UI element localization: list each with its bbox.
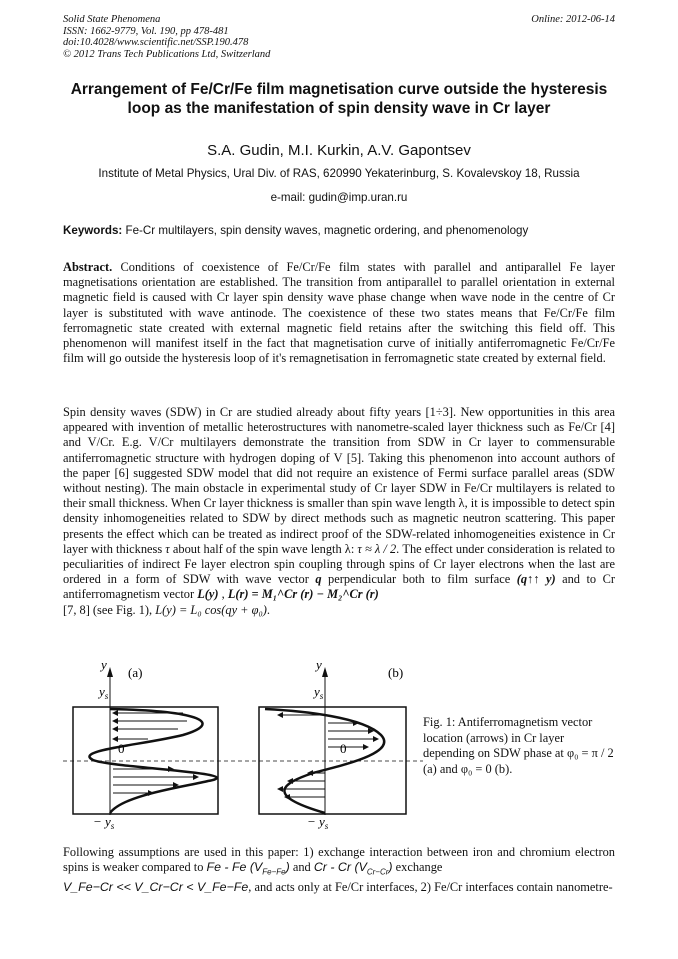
minus-ys-label: − $y_s$ [93, 814, 115, 831]
body-paragraph-sdw [63, 405, 615, 618]
panel-b [259, 657, 406, 831]
body-text: and to Cr antiferromagnetism vector [63, 572, 615, 602]
issn-line: ISSN: 1662-9779, Vol. 190, pp 478-481 [63, 25, 229, 37]
abstract-label: Abstract. [63, 260, 113, 274]
doi-line: doi:10.4028/www.scientific.net/SSP.190.478 [63, 37, 249, 48]
panel-a [73, 657, 218, 831]
email: e-mail: gudin@imp.uran.ru [270, 191, 408, 204]
online-date: Online: 2012-06-14 [531, 14, 615, 25]
ys-label: $y_s$ [314, 684, 324, 701]
math-q: q [315, 572, 322, 587]
figure-caption: Fig. 1: Antiferromagnetism vector location (arrows) in Cr layer depending on SDW phase at φ₀ = π / 2 (a) and φ₀ = 0 (b). [423, 715, 614, 776]
panel-b-label: (b) [388, 665, 404, 680]
math-L-eq: L(y) = L₀ cos(qy + φ₀) [155, 602, 267, 617]
math-cr-cr: Cr - Cr $(V_{Cr-Cr})$ [313, 860, 393, 877]
body-text: Spin density waves (SDW) in Cr are studied already about fifty years [1÷3]. New opportunities in this area appeared with invention of metallic heterostructures with nanometre-scaled layer thickness such as Fe/Cr [4] and V/Cr. E.g. V/Cr multilayers demonstrate the transition from SDW in Cr layer to commensurable antiferromagnetic structure with hydrogen doping of V [5]. Taking this phenomenon into account authors of the paper [6] suggested SDW model that did not require an existence of Fermi surface parallel areas (SDW without nesting). The main obstacle in experimental study of Cr layer SDW in Fe/Cr multilayers is related to their small thickness. When Cr layer thickness is smaller than spin wave length λ, it is impossible to detect spin density inhomogeneities related to SDW by direct methods such as magnetic neutron scattering. This paper presents the effect which can be treated as indirect proof of the SDW-related inhomogeneities existence in Cr layer with thickness [63, 405, 615, 556]
math-tau-eq: τ ≈ λ / 2 [357, 541, 397, 556]
body-paragraph-assumptions [63, 845, 615, 895]
body-text: , and acts only at Fe/Cr interfaces, 2) Fe/Cr interfaces contain nanometre- [248, 879, 613, 894]
abstract-text: Conditions of coexistence of Fe/Cr/Fe film states with parallel and antiparallel Fe layer magnetisations orientation are established. The transition from antiparallel to parallel orientation in external magnetic field is caused with Cr layer spin density wave phase change when wave node in the centre of Cr layer is substituted with wave antinode. The coexistence of these two states means that Fe/Cr/Fe film ferromagnetic state created with external magnetic field retains after the switching this field off. This phenomenon will manifest itself in the fact that magnetisation curve of initially antiferromagnetic Fe/Cr/Fe film will go outside the hysteresis loop of it's remagnetisation in ferromagnetic state created by external field. [63, 260, 615, 366]
body-text: about half of the spin wave length λ: [172, 541, 358, 556]
authors: S.A. Gudin, M.I. Kurkin, A.V. Gapontsev [207, 142, 471, 159]
body-text: perpendicular both to film surface [321, 572, 517, 587]
math-L-r: L(r) = M₁^Cr (r) − M₂^Cr (r) [227, 587, 379, 602]
minus-ys-label: − $y_s$ [307, 814, 329, 831]
body-text: . The effect under consideration is related to peculiarities of indirect Fe layer electron spin coupling through spins of Cr layer electrons when the last are ordered in a form of SDW with wave vector [63, 541, 615, 587]
zero-label: 0 [340, 741, 347, 756]
affiliation: Institute of Metal Physics, Ural Div. of RAS, 620990 Yekaterinburg, S. Kovalevskoy 18, Russia [98, 167, 580, 180]
body-text: , [218, 587, 228, 602]
copyright-line: © 2012 Trans Tech Publications Ltd, Switzerland [63, 48, 271, 60]
y-axis-label: y [101, 657, 107, 672]
body-text: exchange [392, 860, 443, 875]
body-text: [7, 8] (see Fig. 1), [63, 602, 156, 617]
arrows-b [278, 715, 378, 797]
body-text: and [289, 860, 314, 875]
math-L-y: L(y) [197, 587, 219, 602]
paper-title: Arrangement of Fe/Cr/Fe film magnetisation curve outside the hysteresis loop as the manifestation of spin density wave in Cr layer [70, 81, 608, 117]
panel-a-label: (a) [128, 665, 143, 680]
math-fe-fe: Fe - Fe $(V_{Fe-Fe})$ [206, 860, 290, 877]
body-text: . [266, 602, 271, 617]
y-axis-arrowhead [107, 667, 113, 677]
math-q-parallel: (q↑↑ y) [516, 572, 556, 587]
math-inequality: V_Fe−Cr << V_Cr−Cr < V_Fe−Fe [63, 879, 249, 894]
journal-name: Solid State Phenomena [63, 14, 161, 25]
arrows-a [113, 713, 198, 793]
keywords [63, 224, 623, 237]
body-text: Following assumptions are used in this paper: 1) exchange interaction between iron and chromium electron spins is weaker compared to [63, 845, 615, 875]
abstract [63, 260, 615, 366]
y-axis-label: y [316, 657, 322, 672]
keywords-text: Fe-Cr multilayers, spin density waves, magnetic ordering, and phenomenology [122, 224, 529, 237]
ys-label: $y_s$ [99, 684, 109, 701]
keywords-label: Keywords: [63, 224, 123, 237]
zero-label: 0 [118, 741, 125, 756]
y-axis-arrowhead [322, 667, 328, 677]
journal-header [63, 14, 615, 60]
math-tau: τ [162, 541, 173, 556]
